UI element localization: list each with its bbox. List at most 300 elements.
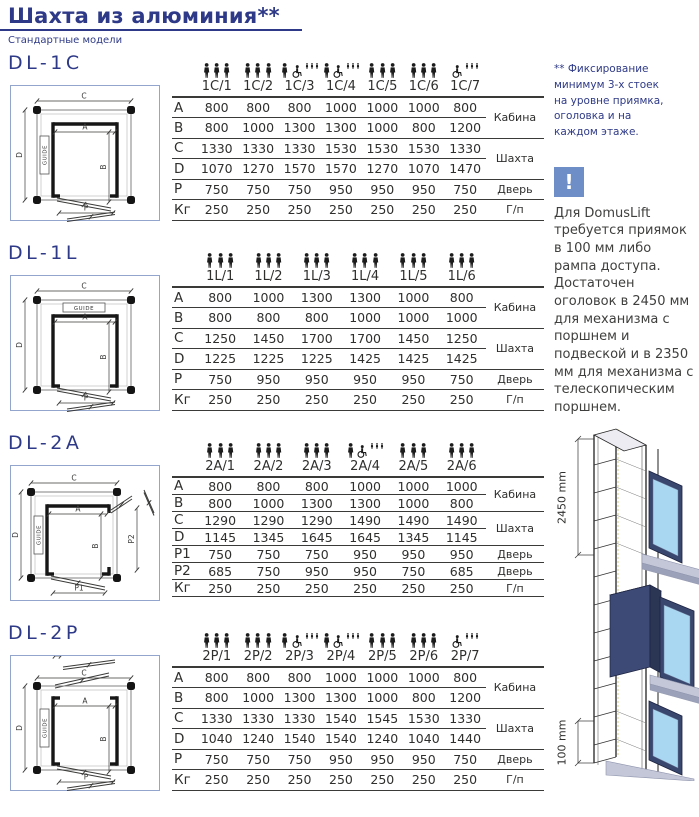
person-icon	[465, 63, 469, 70]
person-icon	[467, 253, 476, 268]
shaft-tower-illustration	[554, 423, 699, 781]
dim-value-cell: 800	[244, 477, 292, 495]
dim-value-cell: 800	[196, 477, 244, 495]
unit-header-cell	[486, 55, 544, 97]
dim-value-cell: 1300	[293, 287, 341, 308]
column-header	[196, 55, 237, 97]
unit-group-label: Шахта	[486, 708, 544, 749]
person-icon	[378, 633, 387, 648]
dim-value-cell: 800	[196, 308, 244, 329]
column-label: 1L/5	[399, 269, 428, 284]
dim-value-cell: 250	[196, 580, 244, 597]
dim-row-label: P	[172, 749, 196, 770]
column-header	[403, 625, 444, 667]
person-icon	[315, 63, 319, 70]
unit-group-label: Дверь	[486, 546, 544, 563]
model-sections	[0, 50, 547, 810]
dim-value-cell: 1240	[362, 729, 403, 750]
dim-value-cell: 1270	[237, 159, 278, 180]
dim-row-label: Кг	[172, 580, 196, 597]
person-icon	[470, 633, 474, 640]
column-header	[196, 435, 244, 477]
small-persons-icon	[465, 63, 479, 70]
svg-text:P1: P1	[74, 583, 84, 593]
dim-value-cell: 1200	[444, 118, 485, 139]
capacity-icons	[244, 245, 292, 268]
dim-value-cell: 1000	[389, 495, 437, 512]
column-header	[403, 55, 444, 97]
unit-group-label: Г/п	[486, 770, 544, 791]
person-icon	[447, 253, 456, 268]
person-icon	[367, 63, 376, 78]
section-dl-1l	[0, 240, 547, 430]
person-icon	[302, 443, 311, 458]
table-row	[172, 512, 544, 529]
unit-group-label: Г/п	[486, 200, 544, 221]
dim-value-cell: 1000	[389, 287, 437, 308]
dim-value-cell: 250	[403, 200, 444, 221]
dim-value-cell: 250	[389, 390, 437, 411]
dim-value-cell: 250	[403, 770, 444, 791]
unit-group-label: Дверь	[486, 563, 544, 580]
unit-group-label: Кабина	[486, 287, 544, 328]
capacity-icons	[320, 55, 361, 78]
dim-value-cell: 1000	[438, 308, 486, 329]
section-dl-1c	[0, 50, 547, 240]
dim-value-cell: 250	[244, 390, 292, 411]
section-dl-2p	[0, 620, 547, 810]
unit-group-label: Шахта	[486, 138, 544, 179]
unit-header-cell	[486, 245, 544, 287]
dim-value-cell: 1000	[403, 667, 444, 688]
column-label: 2A/3	[301, 459, 332, 474]
column-label: 1L/6	[447, 269, 476, 284]
person-icon	[310, 633, 314, 640]
dim-row-label: C	[172, 708, 196, 729]
dim-value-cell: 1070	[403, 159, 444, 180]
column-label: 1L/1	[206, 269, 235, 284]
person-icon	[398, 253, 407, 268]
dim-value-cell: 800	[444, 97, 485, 118]
dim-value-cell: 250	[196, 390, 244, 411]
dim-value-cell: 1070	[196, 159, 237, 180]
person-icon	[419, 633, 428, 648]
plan-diagram-svg	[11, 86, 161, 222]
dim-value-cell: 750	[444, 749, 485, 770]
dim-value-cell: 1000	[341, 477, 389, 495]
dim-value-cell: 800	[196, 667, 237, 688]
unit-group-label: Г/п	[486, 580, 544, 597]
person-icon	[409, 633, 418, 648]
person-icon	[264, 443, 273, 458]
small-persons-icon	[305, 63, 319, 70]
capacity-icons	[196, 55, 237, 78]
dim-value-cell: 250	[341, 580, 389, 597]
dim-value-cell: 950	[389, 369, 437, 390]
dim-value-cell: 685	[438, 563, 486, 580]
column-label: 2A/4	[350, 459, 380, 474]
capacity-icons	[244, 435, 292, 458]
person-icon	[202, 63, 211, 78]
model-heading: DL-2P	[8, 622, 81, 644]
dim-value-cell: 1000	[341, 308, 389, 329]
plan-diagram-svg	[11, 276, 161, 412]
svg-text:P: P	[83, 772, 89, 782]
dim-value-cell: 800	[196, 287, 244, 308]
column-label: 2A/1	[205, 459, 236, 474]
dim-value-cell: 1300	[341, 495, 389, 512]
dim-value-cell: 250	[320, 200, 361, 221]
dim-value-cell: 1000	[438, 477, 486, 495]
person-icon	[274, 253, 283, 268]
dim-row-label: A	[172, 97, 196, 118]
unit-header-cell	[486, 435, 544, 477]
column-header	[341, 435, 389, 477]
unit-group-label: Дверь	[486, 369, 544, 390]
dim-value-cell: 750	[237, 749, 278, 770]
column-header	[244, 245, 292, 287]
dim-value-cell: 800	[444, 667, 485, 688]
table-row	[172, 369, 544, 390]
table-row	[172, 749, 544, 770]
dim-value-cell: 1000	[237, 688, 278, 709]
side-notes	[547, 50, 699, 810]
person-icon	[264, 253, 273, 268]
capacity-icons	[196, 625, 237, 648]
person-icon	[429, 63, 438, 78]
dim-value-cell: 950	[341, 563, 389, 580]
person-icon	[205, 443, 214, 458]
svg-text:B: B	[99, 164, 108, 170]
page-subtitle: Стандартные модели	[8, 35, 123, 46]
table-row	[172, 179, 544, 200]
person-icon	[388, 63, 397, 78]
person-icon	[222, 633, 231, 648]
capacity-icons	[362, 55, 403, 78]
dim-value-cell: 1000	[389, 477, 437, 495]
title-underline	[0, 0, 302, 31]
dim-value-cell: 1270	[362, 159, 403, 180]
person-icon	[202, 633, 211, 648]
column-label: 2P/2	[243, 649, 273, 664]
capacity-icons	[389, 435, 437, 458]
plan-diagram	[10, 465, 160, 601]
wheelchair-icon	[291, 65, 303, 78]
person-icon	[378, 63, 387, 78]
column-header	[196, 245, 244, 287]
corner-cell	[172, 625, 196, 667]
person-icon	[409, 253, 418, 268]
dim-value-cell: 1330	[279, 138, 320, 159]
shaft-3d-figure	[554, 423, 699, 781]
person-icon	[312, 253, 321, 268]
person-icon	[447, 443, 456, 458]
dim-value-cell: 1470	[444, 159, 485, 180]
dim-value-cell: 1290	[244, 512, 292, 529]
person-icon	[350, 253, 359, 268]
person-icon	[253, 633, 262, 648]
svg-text:GUIDE: GUIDE	[42, 717, 49, 739]
dim-value-cell: 1490	[438, 512, 486, 529]
dim-row-label: Кг	[172, 200, 196, 221]
column-header	[444, 625, 485, 667]
dim-value-cell: 950	[293, 369, 341, 390]
capacity-icons	[362, 625, 403, 648]
column-header	[279, 625, 320, 667]
dim-row-label: P	[172, 369, 196, 390]
dim-value-cell: 750	[444, 179, 485, 200]
dim-value-cell: 1645	[293, 529, 341, 546]
dimensions-table-dl-1c	[172, 55, 544, 221]
dim-value-cell: 800	[237, 97, 278, 118]
svg-text:GUIDE: GUIDE	[42, 144, 49, 166]
svg-text:D: D	[15, 725, 24, 731]
dim-value-cell: 250	[293, 390, 341, 411]
dim-value-cell: 950	[320, 179, 361, 200]
dim-row-label: Кг	[172, 390, 196, 411]
svg-text:P2: P2	[127, 534, 136, 544]
dim-row-label: C	[172, 512, 196, 529]
table-row	[172, 770, 544, 791]
dim-value-cell: 1225	[293, 349, 341, 370]
corner-cell	[172, 55, 196, 97]
dim-row-label: B	[172, 118, 196, 139]
person-icon	[302, 253, 311, 268]
column-header	[444, 55, 485, 97]
person-icon	[380, 443, 384, 450]
section-dl-2a	[0, 430, 547, 620]
model-heading: DL-1C	[8, 52, 83, 74]
dimensions-table-wrap	[172, 430, 544, 620]
dim-value-cell: 1330	[444, 138, 485, 159]
column-label: 1C/3	[284, 79, 315, 94]
dim-value-cell: 250	[444, 770, 485, 791]
person-icon	[310, 63, 314, 70]
person-icon	[370, 443, 374, 450]
dim-value-cell: 800	[438, 495, 486, 512]
dim-value-cell: 800	[196, 495, 244, 512]
dim-value-cell: 950	[362, 749, 403, 770]
dim-value-cell: 250	[362, 200, 403, 221]
dim-value-cell: 800	[237, 667, 278, 688]
svg-text:B: B	[99, 354, 108, 360]
person-icon	[205, 253, 214, 268]
dim-value-cell: 750	[279, 179, 320, 200]
column-header	[438, 435, 486, 477]
svg-text:A: A	[82, 122, 88, 132]
dim-row-label: P	[172, 179, 196, 200]
dim-value-cell: 1290	[293, 512, 341, 529]
capacity-icons	[279, 625, 320, 648]
dim-value-cell: 1345	[244, 529, 292, 546]
capacity-icons	[293, 245, 341, 268]
small-persons-icon	[465, 633, 479, 640]
column-label: 2P/3	[285, 649, 314, 664]
person-icon	[346, 63, 350, 70]
dim-value-cell: 1330	[237, 708, 278, 729]
unit-group-label: Г/п	[486, 390, 544, 411]
small-persons-icon	[346, 63, 360, 70]
person-icon	[254, 443, 263, 458]
person-icon	[457, 443, 466, 458]
person-icon	[375, 443, 379, 450]
capacity-icons	[237, 625, 278, 648]
column-label: 2P/6	[409, 649, 439, 664]
dimensions-table-dl-1l	[172, 245, 544, 411]
dim-value-cell: 950	[320, 749, 361, 770]
plan-diagram-svg	[11, 656, 161, 792]
dim-value-cell: 1490	[389, 512, 437, 529]
dim-value-cell: 1000	[389, 308, 437, 329]
capacity-icons	[196, 245, 244, 268]
plan-diagram	[10, 275, 160, 411]
person-icon	[322, 253, 331, 268]
person-icon	[346, 443, 355, 458]
dim-row-label: B	[172, 495, 196, 512]
column-label: 1C/2	[243, 79, 274, 94]
table-row	[172, 138, 544, 159]
person-icon	[429, 633, 438, 648]
column-label: 1C/7	[450, 79, 481, 94]
table-row	[172, 287, 544, 308]
table-row	[172, 477, 544, 495]
table-row	[172, 328, 544, 349]
dim-value-cell: 1330	[196, 708, 237, 729]
column-header	[237, 55, 278, 97]
svg-text:C: C	[81, 281, 87, 291]
dim-value-cell: 800	[403, 118, 444, 139]
svg-text:D: D	[15, 342, 24, 348]
pit-headroom-note: Для DomusLift требуется приямок в 100 мм либо рампа доступа. Достаточен оголовок в 2450 мм для механизма с поршнем и подвеской и в 2350 мм для механизма с телескопическим поршнем.	[554, 205, 694, 416]
dim-value-cell: 1330	[444, 708, 485, 729]
dim-value-cell: 750	[196, 749, 237, 770]
column-label: 2P/7	[450, 649, 480, 664]
column-label: 2P/5	[367, 649, 397, 664]
dim-value-cell: 750	[196, 546, 244, 563]
wheelchair-icon	[356, 445, 368, 458]
dim-value-cell: 1330	[279, 708, 320, 729]
dim-row-label: B	[172, 308, 196, 329]
dim-value-cell: 1440	[444, 729, 485, 750]
column-header	[389, 435, 437, 477]
table-row	[172, 97, 544, 118]
person-icon	[280, 63, 289, 78]
dim-value-cell: 1450	[389, 328, 437, 349]
svg-text:A: A	[75, 504, 81, 514]
column-header	[389, 245, 437, 287]
small-persons-icon	[346, 633, 360, 640]
column-header	[320, 55, 361, 97]
person-icon	[312, 443, 321, 458]
dim-value-cell: 1425	[341, 349, 389, 370]
dim-value-cell: 250	[438, 390, 486, 411]
dim-value-cell: 250	[237, 770, 278, 791]
dim-value-cell: 250	[438, 580, 486, 597]
dim-value-cell: 1300	[320, 118, 361, 139]
dim-value-cell: 750	[237, 179, 278, 200]
column-header	[279, 55, 320, 97]
person-icon	[360, 253, 369, 268]
capacity-icons	[196, 435, 244, 458]
dim-value-cell: 1530	[403, 708, 444, 729]
person-icon	[212, 63, 221, 78]
svg-text:A: A	[82, 696, 88, 706]
dim-value-cell: 1540	[320, 729, 361, 750]
dim-value-cell: 950	[341, 369, 389, 390]
pit-dimension-label: 100 mm	[555, 719, 569, 766]
dim-value-cell: 1425	[389, 349, 437, 370]
person-icon	[322, 633, 331, 648]
dim-value-cell: 1000	[362, 97, 403, 118]
person-icon	[243, 63, 252, 78]
dim-value-cell: 800	[196, 118, 237, 139]
person-icon	[419, 253, 428, 268]
dim-value-cell: 1530	[362, 138, 403, 159]
capacity-icons	[403, 55, 444, 78]
dim-value-cell: 1300	[320, 688, 361, 709]
dim-value-cell: 1250	[438, 328, 486, 349]
small-persons-icon	[305, 633, 319, 640]
person-icon	[470, 63, 474, 70]
dim-value-cell: 1540	[320, 708, 361, 729]
dim-row-label: D	[172, 729, 196, 750]
person-icon	[226, 443, 235, 458]
dim-value-cell: 1545	[362, 708, 403, 729]
dim-value-cell: 750	[244, 546, 292, 563]
person-icon	[465, 633, 469, 640]
person-icon	[356, 63, 360, 70]
dimensions-table-wrap	[172, 50, 544, 240]
person-icon	[409, 63, 418, 78]
svg-text:C: C	[81, 668, 87, 678]
dim-value-cell: 800	[196, 97, 237, 118]
person-icon	[322, 63, 331, 78]
dim-value-cell: 950	[403, 179, 444, 200]
headroom-dimension-label: 2450 mm	[555, 470, 569, 524]
dim-value-cell: 1200	[444, 688, 485, 709]
dim-value-cell: 1490	[341, 512, 389, 529]
dim-value-cell: 1250	[196, 328, 244, 349]
dim-value-cell: 750	[244, 563, 292, 580]
capacity-icons	[279, 55, 320, 78]
svg-text:B: B	[99, 736, 108, 742]
dim-value-cell: 1530	[320, 138, 361, 159]
dim-value-cell: 1645	[341, 529, 389, 546]
dim-value-cell: 1300	[279, 118, 320, 139]
svg-text:P: P	[83, 203, 89, 213]
dim-value-cell: 1570	[279, 159, 320, 180]
column-header	[362, 55, 403, 97]
dim-value-cell: 250	[389, 580, 437, 597]
wheelchair-icon	[332, 65, 344, 78]
person-icon	[475, 63, 479, 70]
dim-value-cell: 1000	[362, 118, 403, 139]
wheelchair-icon	[332, 635, 344, 648]
dim-value-cell: 1425	[438, 349, 486, 370]
unit-group-label: Шахта	[486, 512, 544, 546]
dim-row-label: P1	[172, 546, 196, 563]
alert-icon: !	[554, 167, 584, 197]
corner-cell	[172, 245, 196, 287]
dim-value-cell: 250	[279, 200, 320, 221]
dim-value-cell: 950	[403, 749, 444, 770]
person-icon	[274, 443, 283, 458]
person-icon	[356, 633, 360, 640]
unit-group-label: Шахта	[486, 328, 544, 369]
dim-value-cell: 250	[362, 770, 403, 791]
dim-value-cell: 750	[279, 749, 320, 770]
person-icon	[222, 63, 231, 78]
